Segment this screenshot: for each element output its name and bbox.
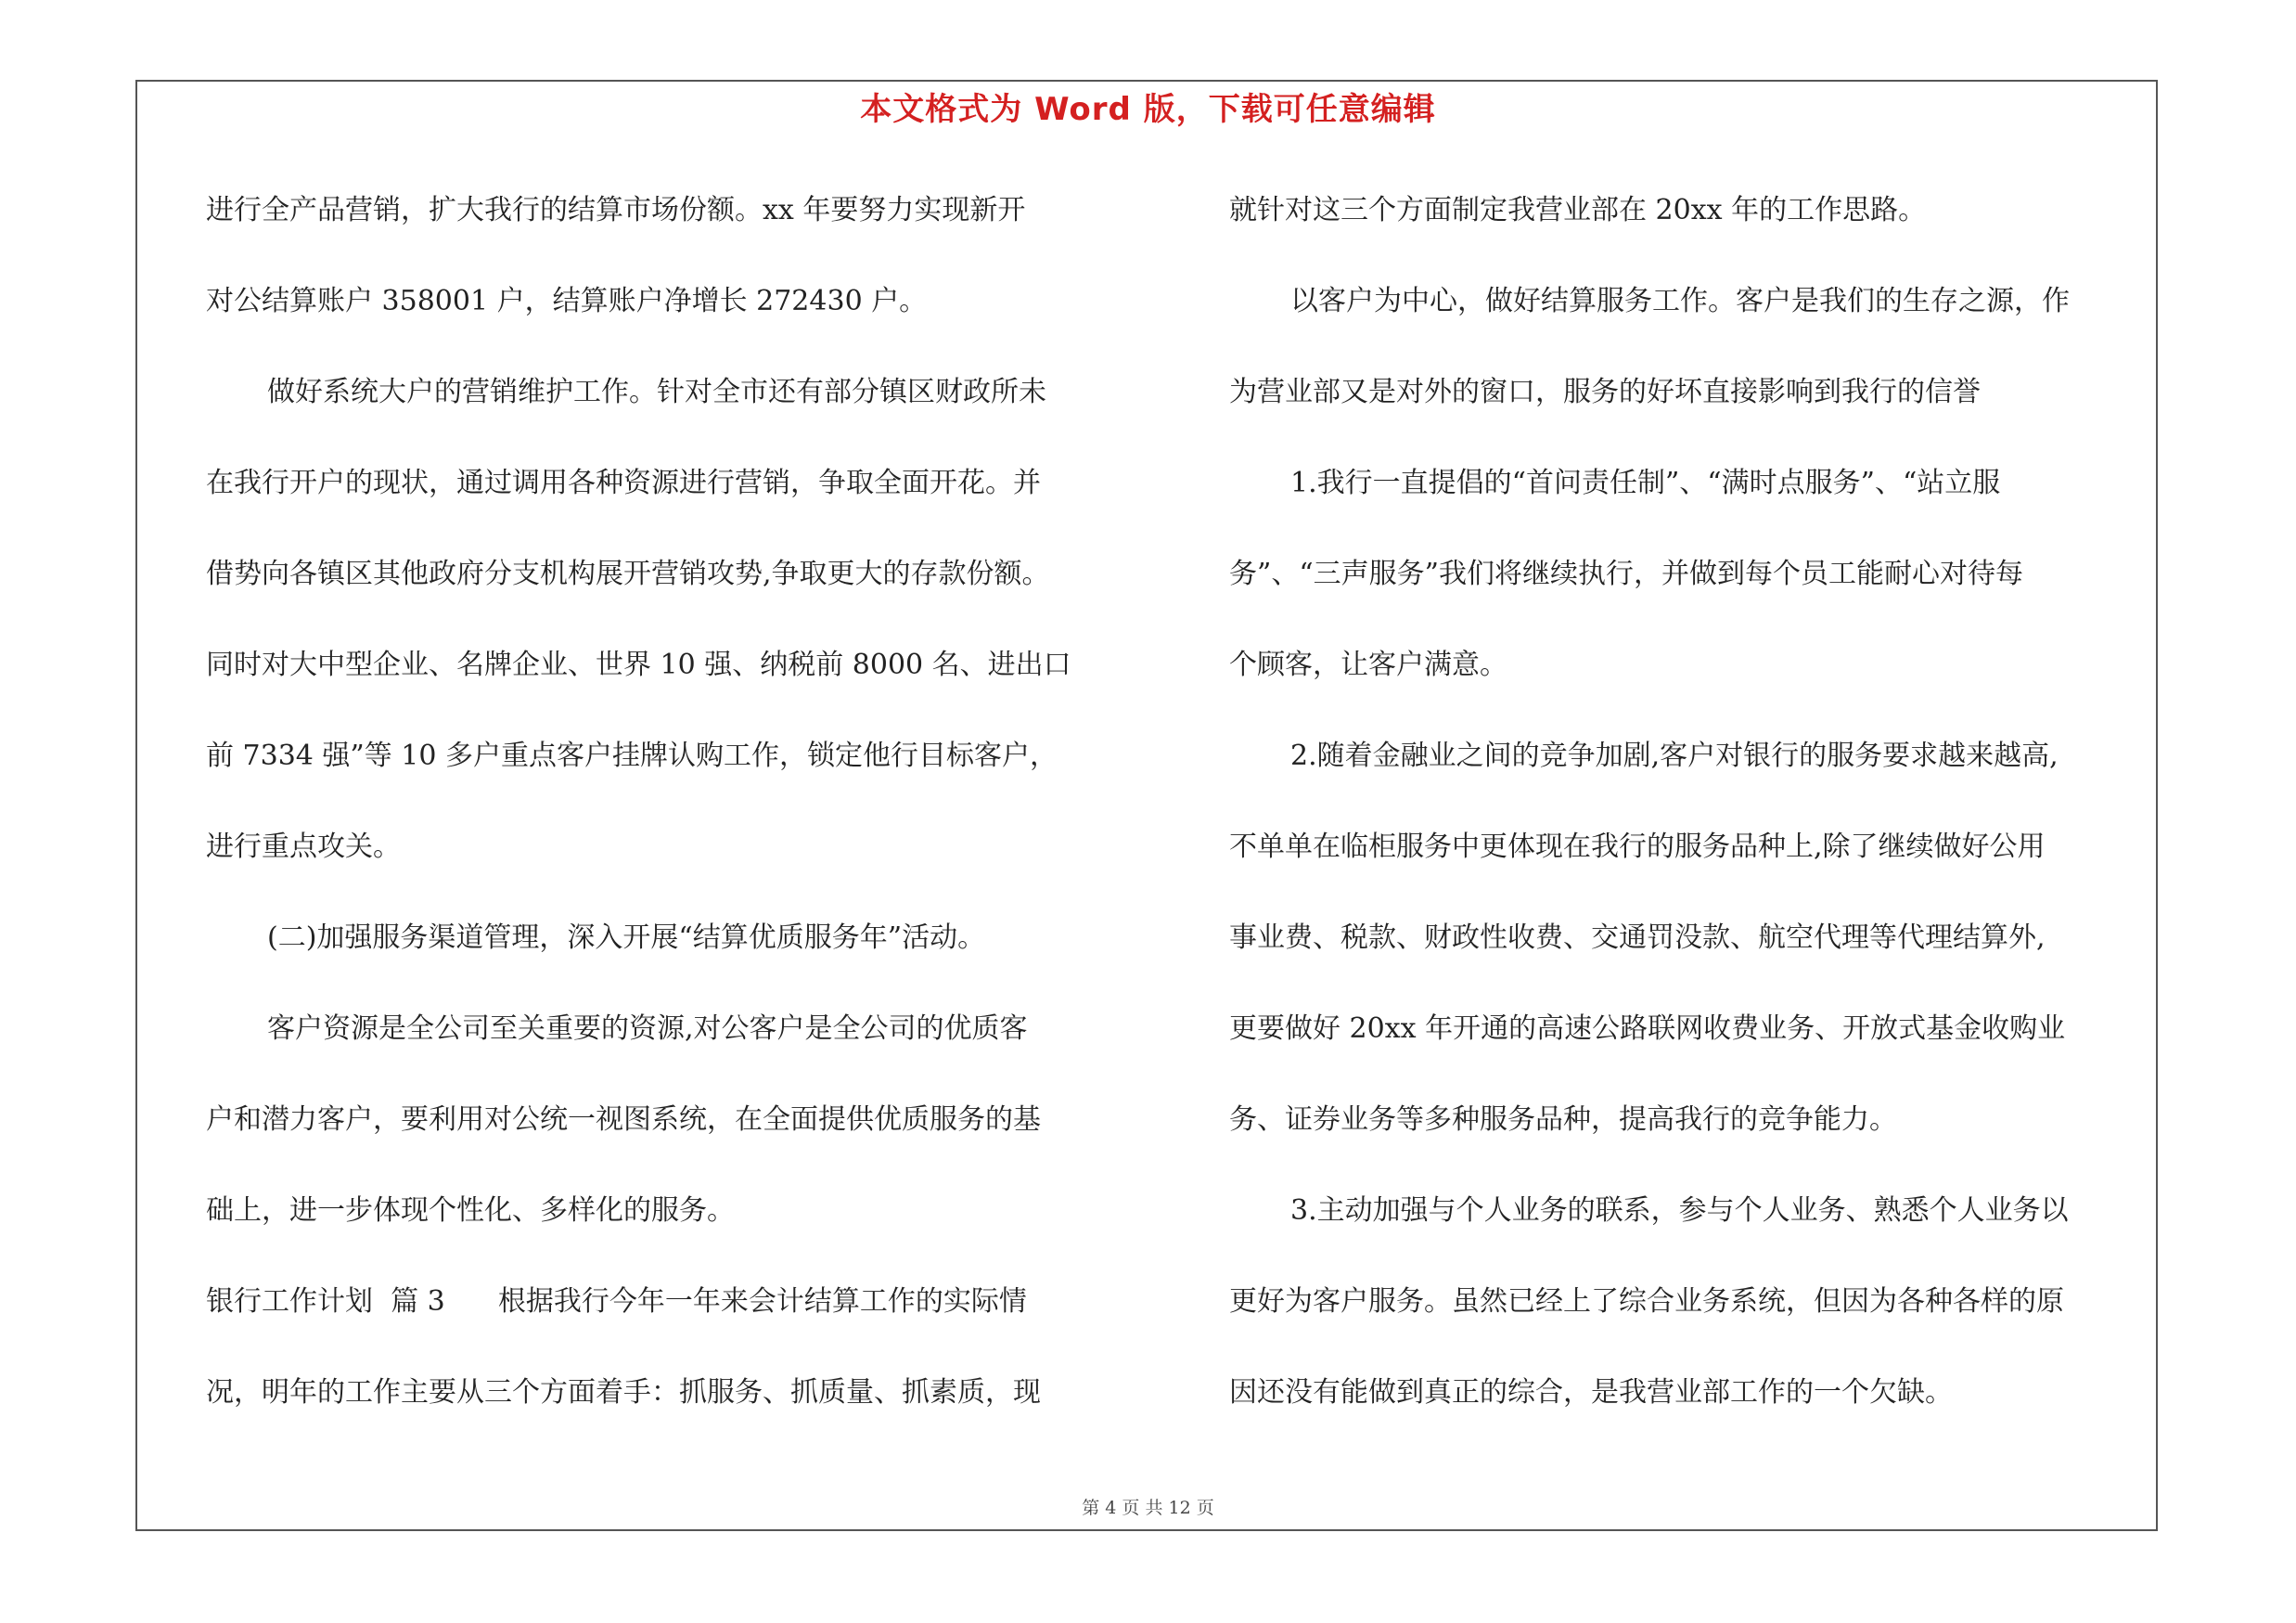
paragraph-line: 对公结算账户 358001 户，结算账户净增长 272430 户。 [206,285,928,317]
right-column [1229,187,2157,1461]
paragraph-line: 户和潜力客户，要利用对公统一视图系统，在全面提供优质服务的基 [206,1103,1041,1136]
paragraph-line: 更要做好 20xx 年开通的高速公路联网收费业务、开放式基金收购业 [1229,1012,2066,1045]
paragraph-line: 就针对这三个方面制定我营业部在 20xx 年的工作思路。 [1229,194,1927,226]
paragraph-line: 2.随着金融业之间的竞争加剧,客户对银行的服务要求越来越高, [1290,740,2059,772]
paragraph-line: 不单单在临柜服务中更体现在我行的服务品种上,除了继续做好公用 [1229,831,2046,863]
paragraph-line: 进行全产品营销，扩大我行的结算市场份额。xx 年要努力实现新开 [206,194,1026,226]
paragraph-line: 因还没有能做到真正的综合，是我营业部工作的一个欠缺。 [1229,1376,1953,1409]
paragraph-line: 银行工作计划 篇 3 根据我行今年一年来会计结算工作的实际情 [206,1285,1027,1318]
header-banner: 本文格式为 Word 版，下载可任意编辑 [860,91,1436,128]
paragraph-line: 3.主动加强与个人业务的联系，参与个人业务、熟悉个人业务以 [1290,1194,2069,1227]
paragraph-line: 务”、“三声服务”我们将继续执行，并做到每个员工能耐心对待每 [1229,558,2024,590]
paragraph-line: 以客户为中心，做好结算服务工作。客户是我们的生存之源，作 [1290,285,2070,317]
paragraph-line: 在我行开户的现状，通过调用各种资源进行营销，争取全面开花。并 [206,467,1041,499]
paragraph-line: 为营业部又是对外的窗口，服务的好坏直接影响到我行的信誉 [1229,376,1981,408]
paragraph-line: 况，明年的工作主要从三个方面着手：抓服务、抓质量、抓素质，现 [206,1376,1041,1409]
paragraph-line: 务、证券业务等多种服务品种，提高我行的竞争能力。 [1229,1103,1897,1136]
paragraph-line: 客户资源是全公司至关重要的资源,对公客户是全公司的优质客 [267,1012,1028,1045]
section-heading: (二)加强服务渠道管理，深入开展“结算优质服务年”活动。 [267,921,986,954]
paragraph-line: 础上，进一步体现个性化、多样化的服务。 [206,1194,735,1227]
page-number: 第 4 页 共 12 页 [1082,1498,1214,1518]
paragraph-line: 前 7334 强”等 10 多户重点客户挂牌认购工作，锁定他行目标客户， [206,740,1058,772]
left-column [206,187,1134,1461]
paragraph-line: 个顾客，让客户满意。 [1229,649,1507,681]
paragraph-line: 进行重点攻关。 [206,831,401,863]
paragraph-line: 事业费、税款、财政性收费、交通罚没款、航空代理等代理结算外, [1229,921,2046,954]
paragraph-line: 更好为客户服务。虽然已经上了综合业务系统，但因为各种各样的原 [1229,1285,2064,1318]
paragraph-line: 做好系统大户的营销维护工作。针对全市还有部分镇区财政所未 [267,376,1046,408]
paragraph-line: 1.我行一直提倡的“首问责任制”、“满时点服务”、“站立服 [1290,467,2001,499]
paragraph-line: 借势向各镇区其他政府分支机构展开营销攻势,争取更大的存款份额。 [206,558,1050,590]
paragraph-line: 同时对大中型企业、名牌企业、世界 10 强、纳税前 8000 名、进出口 [206,649,1071,681]
